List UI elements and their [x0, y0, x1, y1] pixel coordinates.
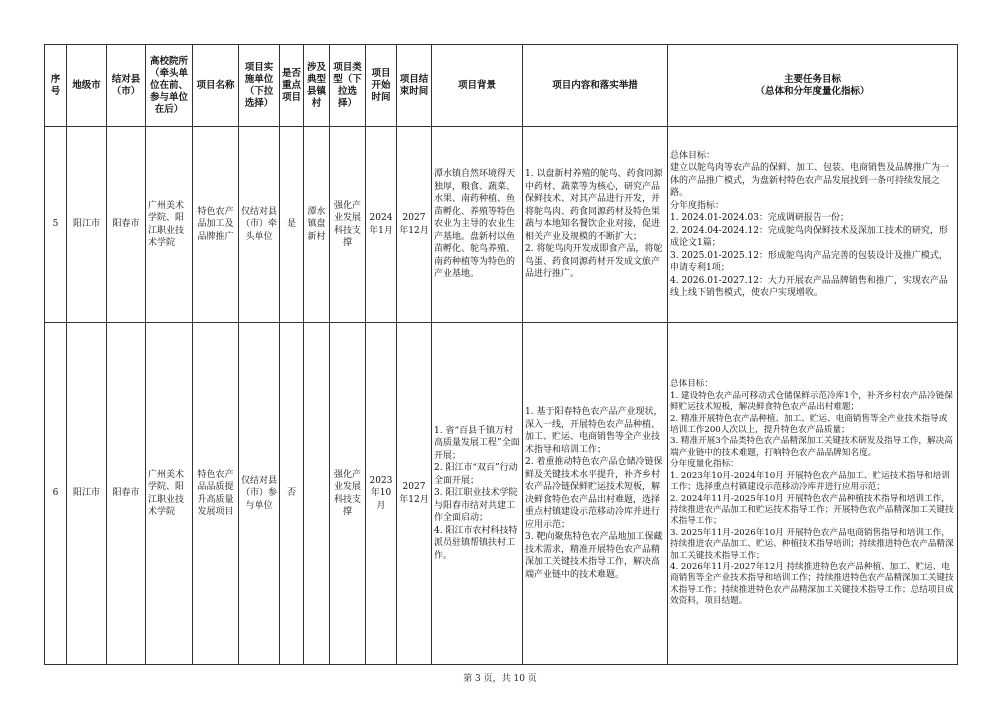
cell-background: 1. 省“百县千镇万村高质量发展工程”全面开展； 2. 阳江市“双百”行动全面开展； 3. 阳江职业技术学院与阳春市结对共建工作全面启动； 4. 阳江市农村科技特派员驻镇帮镇扶村工作。: [432, 323, 523, 665]
cell-key-project: 否: [280, 323, 304, 665]
header-end-time: 项目结束时间: [397, 45, 432, 127]
cell-college: 广州美术学院、阳江职业技术学院: [146, 127, 193, 323]
header-goals: 主要任务目标 （总体和分年度量化指标）: [668, 45, 958, 127]
cell-project-name: 特色农产品加工及品牌推广: [193, 127, 239, 323]
cell-project-type: 强化产业发展科技支撑: [330, 323, 366, 665]
cell-background: 潭水镇自然环境得天独厚，粮食、蔬菜、水果、南药种植、鱼苗孵化、养殖等特色农业为主导的农业生产基地。盘新村以鱼苗孵化、鸵鸟养殖、南药种植等为特色的产业基地。: [432, 127, 523, 323]
cell-start-time: 2024年1月: [366, 127, 397, 323]
cell-goals: 总体目标： 1. 建设特色农产品可移动式仓储保鲜示范冷库1个，补齐乡村农产品冷链保鲜贮运技术短板，解决鲜食特色农产品出村难题； 2. 精准开展特色农产品种植、加工、贮运、电商销售等全产业技术指导或培训工作200人次以上，提升特色农产品质量； 3. 精准开展3个品类特色农产品精深加工关键技术研发及指导工作，解决高端产业链中的技术难题，打响特色农产品品牌知名度。 分年度量化指标： 1. 2023年10月-2024年10月 开展特色农产品加工、贮运技术指导和培训工作；选择重点村镇建设示范移动冷库并进行应用示范； 2. 2024年11月-2025年10月 开展特色农产品种植技术指导和培训工作，持续推进农产品加工和贮运技术指导工作；开展特色农产品精深加工关键技术指导工作； 3. 2025年11月-2026年10月 开展特色农产品电商销售指导和培训工作，持续推进农产品加工、贮运、种植技术指导培训；持续推进特色农产品精深加工关键技术指导工作； 4. 2026年11月-2027年12月 持续推进特色农产品种植、加工、贮运、电商销售等全产业技术指导和培训工作；持续推进特色农产品精深加工关键技术指导工作；持续推进特色农产品精深加工关键技术指导工作；总结项目成效资料，项目结题。: [668, 323, 958, 665]
cell-village: [304, 323, 330, 665]
cell-content: 1. 基于阳春特色农产品产业现状，深入一线，开展特色农产品种植、加工、贮运、电商销售等全产业技术指导和培训工作； 2. 着重推动特色农产品仓储冷链保鲜及关键技术水平提升，补齐乡村农产品冷链保鲜贮运技术短板，解决鲜食特色农产品出村难题，选择重点村镇建设示范移动冷库并进行应用示范； 3. 靶向聚焦特色农产品地加工保藏技术需求，精准开展特色农产品精深加工关键技术指导工作，解决高端产业链中的技术难题。: [523, 323, 668, 665]
header-seq: 序号: [45, 45, 67, 127]
cell-city: 阳江市: [67, 127, 107, 323]
header-background: 项目背景: [432, 45, 523, 127]
cell-project-name: 特色农产品品质提升高质量发展项目: [193, 323, 239, 665]
cell-county: 阳春市: [107, 127, 146, 323]
header-impl-unit: 项目实施单位（下拉选择）: [239, 45, 280, 127]
header-key-project: 是否重点项目: [280, 45, 304, 127]
cell-seq: 5: [45, 127, 67, 323]
header-project-type: 项目类型（下拉选择）: [330, 45, 366, 127]
header-college: 高校院所（牵头单位在前、参与单位在后）: [146, 45, 193, 127]
table-row: [45, 127, 958, 323]
cell-city: 阳江市: [67, 323, 107, 665]
project-table: [44, 44, 958, 665]
header-row: [45, 45, 958, 127]
cell-key-project: 是: [280, 127, 304, 323]
cell-start-time: 2023年10月: [366, 323, 397, 665]
table-row: [45, 323, 958, 665]
cell-goals: 总体目标： 建立以鸵鸟肉等农产品的保鲜、加工、包装、电商销售及品牌推广为一体的产品推广模式，为盘新村特色农产品发展找到一条可持续发展之路。 分年度指标： 1. 2024.01-2024.03：完成调研报告一份； 2. 2024.04-2024.12：完成鸵鸟肉保鲜技术及深加工技术的研究，形成论文1篇； 3. 2025.01-2025.12：形成鸵鸟肉产品完善的包装设计及推广模式，申请专利1项； 4. 2026.01-2027.12：大力开展农产品品牌销售和推广，实现农产品线上线下销售模式，使农户实现增收。: [668, 127, 958, 323]
header-project-name: 项目名称: [193, 45, 239, 127]
cell-seq: 6: [45, 323, 67, 665]
header-village: 涉及典型县镇村: [304, 45, 330, 127]
header-content: 项目内容和落实举措: [523, 45, 668, 127]
cell-college: 广州美术学院、阳江职业技术学院: [146, 323, 193, 665]
header-city: 地级市: [67, 45, 107, 127]
cell-project-type: 强化产业发展科技支撑: [330, 127, 366, 323]
cell-impl-unit: 仅结对县（市）牵头单位: [239, 127, 280, 323]
header-start-time: 项目开始时间: [366, 45, 397, 127]
cell-village: 潭水镇盘新村: [304, 127, 330, 323]
cell-impl-unit: 仅结对县（市）参与单位: [239, 323, 280, 665]
cell-county: 阳春市: [107, 323, 146, 665]
cell-end-time: 2027年12月: [397, 323, 432, 665]
cell-end-time: 2027年12月: [397, 127, 432, 323]
page-number: 第 3 页，共 10 页: [463, 674, 537, 684]
header-county: 结对县（市）: [107, 45, 146, 127]
cell-content: 1. 以盘新村养殖的鸵鸟、药食同源中药材、蔬菜等为核心，研究产品保鲜技术、对其产品进行开发，并将鸵鸟肉、药食同源药材及特色果蔬与本地知名餐饮企业对接，促进相关产业及规模的不断扩大； 2. 将鸵鸟肉开发成即食产品，将鸵鸟蛋、药食同源药材开发成文旅产品进行推广。: [523, 127, 668, 323]
